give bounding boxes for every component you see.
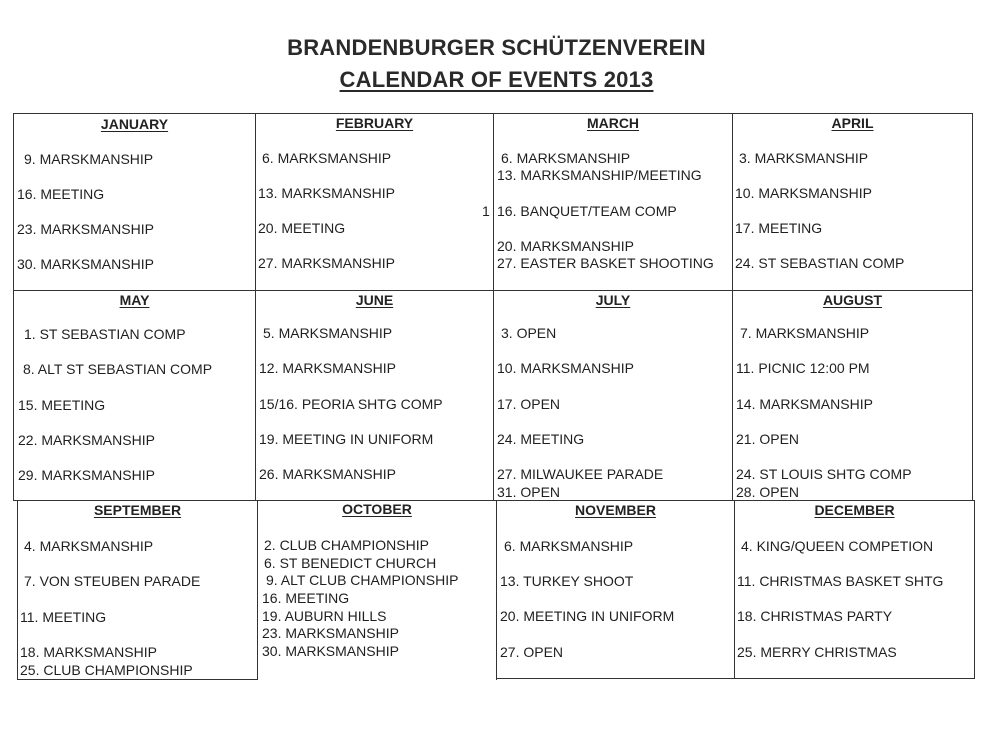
event-item: 10. MARKSMANSHIP — [497, 360, 634, 376]
event-item: 16. MEETING — [262, 590, 350, 606]
month-heading: NOVEMBER — [575, 502, 656, 518]
event-item: 16. BANQUET/TEAM COMP — [497, 203, 677, 219]
month-heading: DECEMBER — [814, 502, 895, 518]
event-mark: 1 — [482, 203, 490, 219]
event-item: 11. CHRISTMAS BASKET SHTG — [737, 573, 944, 589]
event-item: 11. PICNIC 12:00 PM — [736, 360, 870, 376]
event-item: 6. MARKSMANSHIP — [262, 150, 392, 166]
event-item: 12. MARKSMANSHIP — [259, 360, 396, 376]
event-item: 6. MARKSMANSHIP — [504, 538, 634, 554]
event-item: 17. MEETING — [735, 220, 823, 236]
event-item: 24. MEETING — [497, 431, 585, 447]
month-cell-november — [496, 500, 735, 679]
event-item: 4. MARKSMANSHIP — [24, 538, 154, 554]
event-item: 25. MERRY CHRISTMAS — [737, 644, 897, 660]
month-heading: OCTOBER — [342, 501, 412, 517]
event-item: 29. MARKSMANSHIP — [18, 467, 155, 483]
month-cell-may — [13, 290, 256, 501]
month-cell-october — [257, 500, 497, 680]
event-item: 1. ST SEBASTIAN COMP — [24, 326, 186, 342]
event-item: 28. OPEN — [736, 484, 800, 500]
event-item: 27. MARKSMANSHIP — [258, 255, 395, 271]
month-heading: MARCH — [586, 115, 640, 131]
event-item: 7. MARKSMANSHIP — [740, 325, 870, 341]
event-item: 15/16. PEORIA SHTG COMP — [259, 396, 443, 412]
month-cell-september — [17, 500, 258, 680]
event-item: 18. CHRISTMAS PARTY — [737, 608, 893, 624]
event-item: 13. TURKEY SHOOT — [500, 573, 634, 589]
event-item: 5. MARKSMANSHIP — [263, 325, 393, 341]
event-item: 27. OPEN — [500, 644, 564, 660]
event-item: 26. MARKSMANSHIP — [259, 466, 396, 482]
event-item: 23. MARKSMANSHIP — [17, 221, 154, 237]
month-heading: APRIL — [831, 115, 874, 131]
event-item: 23. MARKSMANSHIP — [262, 625, 399, 641]
event-item: 11. MEETING — [20, 609, 107, 625]
event-item: 9. ALT CLUB CHAMPIONSHIP — [266, 572, 459, 588]
event-item: 24. ST LOUIS SHTG COMP — [736, 466, 912, 482]
event-item: 16. MEETING — [17, 186, 105, 202]
month-heading: FEBRUARY — [335, 115, 414, 131]
month-heading: JUNE — [355, 292, 394, 308]
month-heading: SEPTEMBER — [93, 502, 182, 518]
event-item: 30. MARKSMANSHIP — [17, 256, 154, 272]
event-item: 30. MARKSMANSHIP — [262, 643, 399, 659]
page-subtitle: CALENDAR OF EVENTS 2013 — [339, 67, 654, 92]
event-item: 22. MARKSMANSHIP — [18, 432, 155, 448]
event-item: 25. CLUB CHAMPIONSHIP — [20, 662, 193, 678]
month-cell-january — [13, 113, 256, 291]
event-item: 19. AUBURN HILLS — [262, 608, 387, 624]
event-item: 24. ST SEBASTIAN COMP — [735, 255, 905, 271]
month-heading: JANUARY — [100, 116, 169, 132]
event-item: 8. ALT ST SEBASTIAN COMP — [23, 361, 213, 377]
event-item: 27. EASTER BASKET SHOOTING — [497, 255, 714, 271]
event-item: 17. OPEN — [497, 396, 561, 412]
event-item: 20. MEETING IN UNIFORM — [500, 608, 675, 624]
event-item: 2. CLUB CHAMPIONSHIP — [264, 537, 429, 553]
event-item: 21. OPEN — [736, 431, 800, 447]
event-item: 3. OPEN — [501, 325, 557, 341]
event-item: 6. ST BENEDICT CHURCH — [264, 555, 437, 571]
event-item: 31. OPEN — [497, 484, 561, 500]
month-heading: JULY — [595, 292, 631, 308]
month-cell-march — [482, 113, 733, 291]
event-item: 20. MEETING — [258, 220, 346, 236]
month-cell-april — [732, 113, 973, 291]
event-item: 14. MARKSMANSHIP — [736, 396, 873, 412]
event-item: 18. MARKSMANSHIP — [20, 644, 157, 660]
event-item: 3. MARKSMANSHIP — [739, 150, 869, 166]
month-cell-july — [493, 290, 733, 501]
event-item: 15. MEETING — [18, 397, 106, 413]
month-cell-august — [732, 290, 973, 501]
event-item: 7. VON STEUBEN PARADE — [24, 573, 201, 589]
event-item: 9. MARSKMANSHIP — [24, 151, 154, 167]
event-item: 27. MILWAUKEE PARADE — [497, 466, 664, 482]
month-cell-june — [255, 290, 494, 501]
event-item: 13. MARKSMANSHIP/MEETING — [497, 167, 702, 183]
event-item: 4. KING/QUEEN COMPETION — [741, 538, 934, 554]
event-item: 6. MARKSMANSHIP — [501, 150, 631, 166]
month-heading: AUGUST — [822, 292, 883, 308]
event-item: 20. MARKSMANSHIP — [497, 238, 634, 254]
month-heading: MAY — [119, 292, 150, 308]
month-cell-february — [255, 113, 494, 291]
event-item: 10. MARKSMANSHIP — [735, 185, 872, 201]
page-title: BRANDENBURGER SCHÜTZENVEREIN — [287, 35, 706, 60]
event-item: 19. MEETING IN UNIFORM — [259, 431, 434, 447]
month-cell-december — [734, 500, 975, 679]
event-item: 13. MARKSMANSHIP — [258, 185, 395, 201]
